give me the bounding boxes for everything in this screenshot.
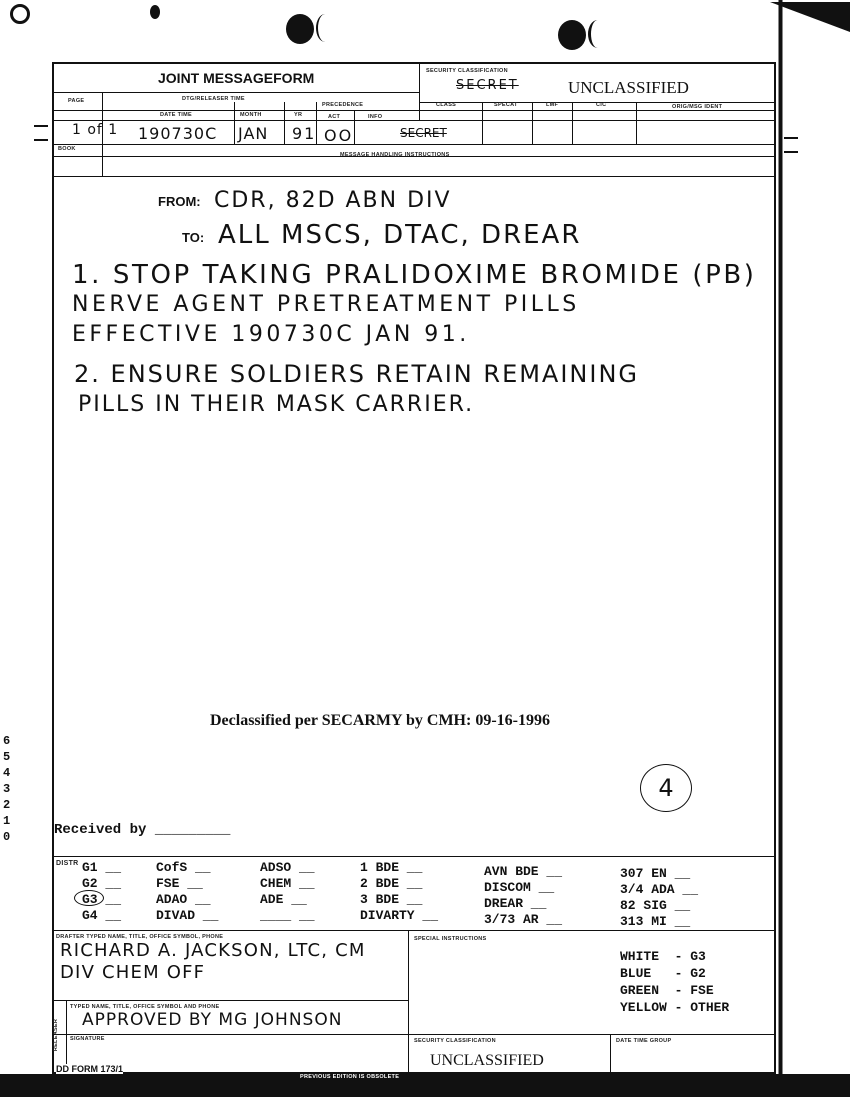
special-instructions-label: SPECIAL INSTRUCTIONS xyxy=(414,936,487,942)
distr-item: DISCOM __ xyxy=(484,880,555,895)
distr-item: 3 BDE __ xyxy=(360,892,423,907)
declassified-stamp: Declassified per SECARMY by CMH: 09-16-1996 xyxy=(210,712,550,729)
side-number: 3 xyxy=(3,782,11,796)
form-title: JOINT MESSAGEFORM xyxy=(158,70,315,86)
side-number: 6 xyxy=(3,734,11,748)
security-classification-label: SECURITY CLASSIFICATION xyxy=(426,68,508,74)
date-time-label: DATE TIME xyxy=(160,112,192,118)
yr-label: YR xyxy=(294,112,303,118)
book-label: BOOK xyxy=(58,146,76,152)
class-label: CLASS xyxy=(436,102,457,108)
page-corner-shadow xyxy=(770,0,850,1097)
message-line-4: 2. ENSURE SOLDIERS RETAIN REMAINING xyxy=(74,360,640,388)
precedence-label: PRECEDENCE xyxy=(322,102,364,108)
drafter-line-2: DIV CHEM OFF xyxy=(60,962,206,983)
distr-item: CofS __ xyxy=(156,860,211,875)
dtg-label: DTG/RELEASER TIME xyxy=(182,96,245,102)
distr-col-6 xyxy=(620,866,698,930)
yr-value: 91 xyxy=(292,124,317,143)
act-label: ACT xyxy=(328,114,341,120)
copy-item: BLUE - G2 xyxy=(620,966,706,981)
side-number: 0 xyxy=(3,830,11,844)
distr-item: DREAR __ xyxy=(484,896,547,911)
scan-smudge xyxy=(150,5,160,19)
side-number: 5 xyxy=(3,750,11,764)
act-value: OO xyxy=(324,126,354,145)
previous-edition-note: PREVIOUS EDITION IS OBSOLETE xyxy=(300,1074,400,1080)
footer-security-value: UNCLASSIFIED xyxy=(430,1052,544,1069)
releaser-side-label: RELEASER xyxy=(53,1018,60,1052)
distr-item: G1 __ xyxy=(82,860,122,875)
footer-dtg-label: DATE TIME GROUP xyxy=(616,1038,672,1044)
distr-item: ADAO __ xyxy=(156,892,211,907)
page-bottom-shadow xyxy=(0,1074,850,1097)
copy-item: YELLOW - OTHER xyxy=(620,1000,730,1015)
message-line-2: NERVE AGENT PRETREATMENT PILLS xyxy=(72,292,580,317)
hole-punch xyxy=(10,4,30,24)
distr-col-2 xyxy=(156,860,218,924)
scan-smudge xyxy=(588,20,607,48)
distr-item: DIVAD __ xyxy=(156,908,219,923)
distr-item: AVN BDE __ xyxy=(484,864,563,879)
distr-item: 82 SIG __ xyxy=(620,898,691,913)
distr-item: CHEM __ xyxy=(260,876,315,891)
scan-smudge xyxy=(558,20,586,50)
drafter-label: DRAFTER TYPED NAME, TITLE, OFFICE SYMBOL, PHONE xyxy=(56,934,224,940)
month-value: JAN xyxy=(238,124,269,143)
from-value: CDR, 82D ABN DIV xyxy=(214,188,452,213)
class-value: SECRET xyxy=(400,126,447,140)
distr-item: 3/4 ADA __ xyxy=(620,882,699,897)
cic-label: CIC xyxy=(596,102,607,108)
distr-item: G3 __ xyxy=(82,892,122,907)
side-number: 4 xyxy=(3,766,11,780)
distr-col-4 xyxy=(360,860,438,924)
signature-label: SIGNATURE xyxy=(70,1036,105,1042)
circled-number xyxy=(640,764,692,812)
security-current: UNCLASSIFIED xyxy=(568,78,689,97)
side-number: 1 xyxy=(3,814,11,828)
distr-item: 2 BDE __ xyxy=(360,876,423,891)
drafter-line-1: RICHARD A. JACKSON, LTC, CM xyxy=(60,940,366,961)
distr-item: G4 __ xyxy=(82,908,122,923)
circled-number-value: 4 xyxy=(658,774,674,802)
orig-label: ORIG/MSG IDENT xyxy=(672,104,723,110)
hole-mark-left xyxy=(34,125,48,141)
distr-g3-circle xyxy=(74,890,104,906)
distr-item: G2 __ xyxy=(82,876,122,891)
copy-item: GREEN - FSE xyxy=(620,983,714,998)
distr-item: ____ __ xyxy=(260,908,315,923)
date-time-value: 190730C xyxy=(138,124,218,143)
to-label: TO: xyxy=(182,230,205,245)
releaser-typed-value: APPROVED BY MG JOHNSON xyxy=(82,1010,343,1030)
info-label: INFO xyxy=(368,114,383,120)
distr-item: FSE __ xyxy=(156,876,203,891)
month-label: MONTH xyxy=(240,112,262,118)
copy-distribution xyxy=(620,948,729,1016)
side-number: 2 xyxy=(3,798,11,812)
distr-label: DISTR xyxy=(56,860,79,867)
lmf-label: LMF xyxy=(546,102,559,108)
from-label: FROM: xyxy=(158,194,201,209)
footer-security-label: SECURITY CLASSIFICATION xyxy=(414,1038,496,1044)
page-value: 1 of 1 xyxy=(72,122,119,138)
to-value: ALL MSCS, DTAC, DREAR xyxy=(218,220,582,250)
distr-item: ADSO __ xyxy=(260,860,315,875)
distr-item: ADE __ xyxy=(260,892,307,907)
distr-item: 307 EN __ xyxy=(620,866,691,881)
message-line-1: 1. STOP TAKING PRALIDOXIME BROMIDE (PB) xyxy=(72,260,757,290)
scan-smudge xyxy=(286,14,314,44)
security-original: SECRET xyxy=(456,78,519,93)
distr-col-5 xyxy=(484,864,562,928)
handling-label: MESSAGE HANDLING INSTRUCTIONS xyxy=(340,152,450,158)
distr-item: DIVARTY __ xyxy=(360,908,439,923)
message-line-3: EFFECTIVE 190730C JAN 91. xyxy=(72,322,470,347)
distr-col-3 xyxy=(260,860,315,924)
distr-item: 1 BDE __ xyxy=(360,860,423,875)
message-line-5: PILLS IN THEIR MASK CARRIER. xyxy=(78,392,475,417)
page-label: PAGE xyxy=(68,98,85,104)
message-form xyxy=(52,62,776,1074)
received-by: Received by _________ xyxy=(54,822,231,838)
scan-smudge xyxy=(316,14,334,42)
specat-label: SPECAT xyxy=(494,102,518,108)
distr-item: 3/73 AR __ xyxy=(484,912,563,927)
hole-mark-right xyxy=(784,137,798,153)
releaser-typed-label: TYPED NAME, TITLE, OFFICE SYMBOL AND PHONE xyxy=(70,1004,220,1010)
distr-item: 313 MI __ xyxy=(620,914,691,929)
form-number: DD FORM 173/1 xyxy=(56,1064,124,1074)
copy-item: WHITE - G3 xyxy=(620,949,706,964)
